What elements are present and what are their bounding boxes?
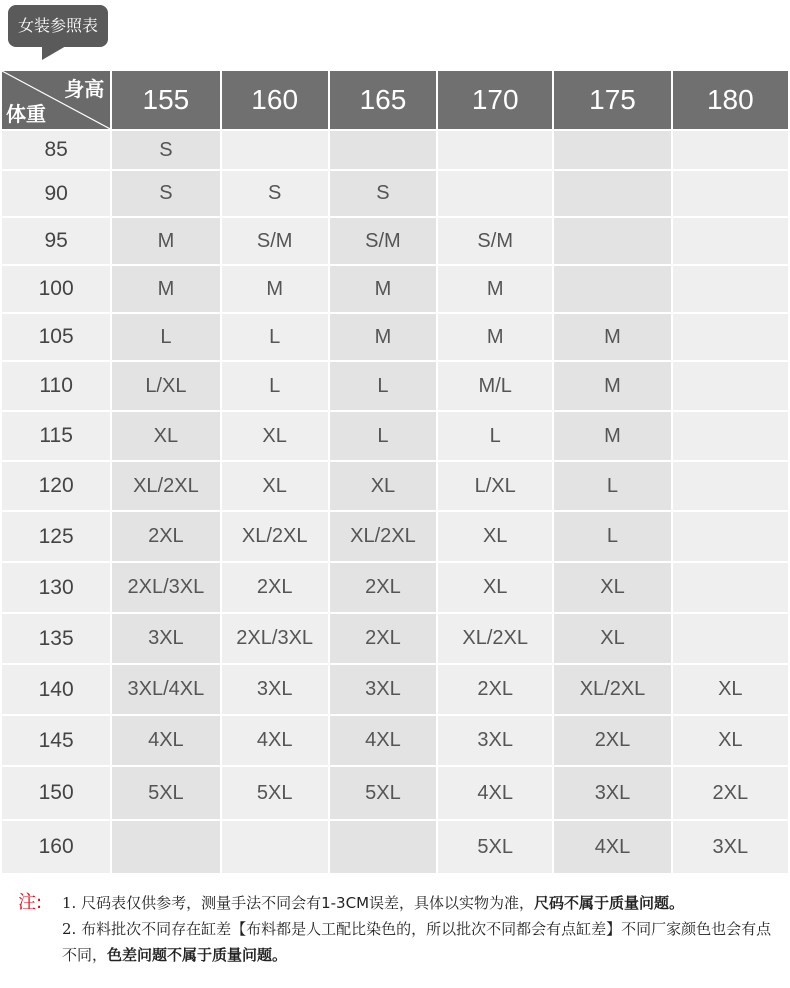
height-header-170: 170 [438,71,552,129]
size-cell: 3XL/4XL [112,665,219,714]
size-cell: 5XL [438,821,552,873]
size-cell: M/L [438,362,552,410]
weight-cell: 115 [2,412,110,460]
note-1-text: 尺码表仅供参考，测量手法不同会有1-3CM误差，具体以实物为准， [81,894,535,912]
size-cell: XL [554,614,670,663]
size-cell [112,821,219,873]
height-header-155: 155 [112,71,219,129]
table-row [2,563,788,612]
size-cell: S/M [438,218,552,264]
size-cell: M [554,362,670,410]
height-header-180: 180 [673,71,788,129]
table-row [2,512,788,561]
size-cell: 4XL [438,767,552,819]
size-cell: S [222,171,328,216]
size-cell: XL [673,665,788,714]
size-cell: 2XL [554,716,670,765]
size-cell [673,171,788,216]
height-header-165: 165 [330,71,436,129]
size-cell: 3XL [438,716,552,765]
size-cell: S/M [222,218,328,264]
size-cell [673,131,788,169]
weight-cell: 105 [2,314,110,360]
size-cell: 3XL [673,821,788,873]
size-cell: L [330,362,436,410]
size-cell [673,614,788,663]
size-cell: M [554,412,670,460]
size-cell: XL [222,462,328,510]
size-cell: 2XL [330,563,436,612]
size-cell [554,218,670,264]
size-cell: M [330,266,436,312]
size-cell: XL [438,563,552,612]
size-cell [554,266,670,312]
size-cell: 2XL [222,563,328,612]
note-2-text: 布料批次不同存在缸差【布料都是人工配比染色的，所以批次不同都会有点缸差】不同厂家颜色也会有点不同， [62,920,772,964]
size-cell [330,821,436,873]
table-row [2,821,788,873]
size-cell: XL [222,412,328,460]
size-cell [673,412,788,460]
table-row [2,314,788,360]
size-cell: L/XL [112,362,219,410]
size-cell [222,821,328,873]
size-cell: XL/2XL [554,665,670,714]
size-cell: S [112,171,219,216]
note-1-number: 1. [62,894,77,912]
size-cell: M [438,266,552,312]
size-table [0,69,790,875]
size-cell: L [112,314,219,360]
table-row [2,412,788,460]
size-cell: M [112,218,219,264]
size-cell: XL/2XL [112,462,219,510]
weight-cell: 125 [2,512,110,561]
size-cell: XL/2XL [222,512,328,561]
weight-cell: 150 [2,767,110,819]
size-cell [222,131,328,169]
size-cell: XL/2XL [438,614,552,663]
size-cell: XL [112,412,219,460]
size-cell: 4XL [222,716,328,765]
note-2 [62,916,778,968]
size-cell [554,171,670,216]
size-cell: 2XL/3XL [222,614,328,663]
height-header-160: 160 [222,71,328,129]
weight-cell: 145 [2,716,110,765]
table-row [2,266,788,312]
tag-pointer [42,46,66,60]
weight-cell: 110 [2,362,110,410]
size-cell: 3XL [330,665,436,714]
weight-cell: 140 [2,665,110,714]
weight-cell: 130 [2,563,110,612]
size-cell [673,314,788,360]
size-cell: 5XL [112,767,219,819]
size-cell: L [554,462,670,510]
table-row [2,614,788,663]
weight-axis-label: 体重 [6,102,46,126]
size-cell: 5XL [330,767,436,819]
size-cell [673,218,788,264]
size-cell: 4XL [112,716,219,765]
size-cell: XL [673,716,788,765]
weight-cell: 135 [2,614,110,663]
size-cell: 2XL/3XL [112,563,219,612]
size-cell: M [554,314,670,360]
size-cell: 4XL [330,716,436,765]
size-cell: 3XL [112,614,219,663]
table-row [2,462,788,510]
size-cell: M [112,266,219,312]
size-cell [438,131,552,169]
size-cell [673,563,788,612]
size-cell: XL/2XL [330,512,436,561]
weight-cell: 85 [2,131,110,169]
height-axis-label: 身高 [64,77,105,101]
size-cell: L [438,412,552,460]
note-1-emphasis: 尺码不属于质量问题。 [534,894,685,912]
size-cell: S [112,131,219,169]
size-cell [438,171,552,216]
height-header-175: 175 [554,71,670,129]
notes-section [18,890,778,968]
weight-cell: 160 [2,821,110,873]
size-cell: L [330,412,436,460]
corner-header [2,71,110,129]
header-row [2,71,788,129]
size-cell: M [438,314,552,360]
size-cell: XL [554,563,670,612]
size-cell: L/XL [438,462,552,510]
table-row [2,362,788,410]
size-cell: M [222,266,328,312]
size-cell [330,131,436,169]
table-row [2,218,788,264]
notes-label: 注: [18,892,43,913]
size-cell: 2XL [112,512,219,561]
table-row [2,131,788,169]
size-cell: 3XL [554,767,670,819]
size-cell [673,362,788,410]
weight-cell: 90 [2,171,110,216]
size-cell: S [330,171,436,216]
size-cell: 2XL [673,767,788,819]
table-row [2,665,788,714]
size-cell: 2XL [438,665,552,714]
weight-cell: 95 [2,218,110,264]
table-row [2,171,788,216]
size-cell [673,462,788,510]
size-cell [554,131,670,169]
size-cell [673,512,788,561]
size-cell: M [330,314,436,360]
size-chart-tag: 女装参照表 [8,5,108,47]
size-cell: XL [330,462,436,510]
note-2-emphasis: 色差问题不属于质量问题。 [107,946,288,964]
size-cell: 5XL [222,767,328,819]
size-cell [673,266,788,312]
weight-cell: 100 [2,266,110,312]
size-cell: 4XL [554,821,670,873]
table-row [2,767,788,819]
weight-cell: 120 [2,462,110,510]
size-cell: XL [438,512,552,561]
size-cell: L [222,362,328,410]
size-cell: 3XL [222,665,328,714]
size-cell: S/M [330,218,436,264]
table-row [2,716,788,765]
size-cell: L [554,512,670,561]
size-cell: L [222,314,328,360]
note-1 [62,890,778,916]
note-2-number: 2. [62,920,77,938]
size-cell: 2XL [330,614,436,663]
